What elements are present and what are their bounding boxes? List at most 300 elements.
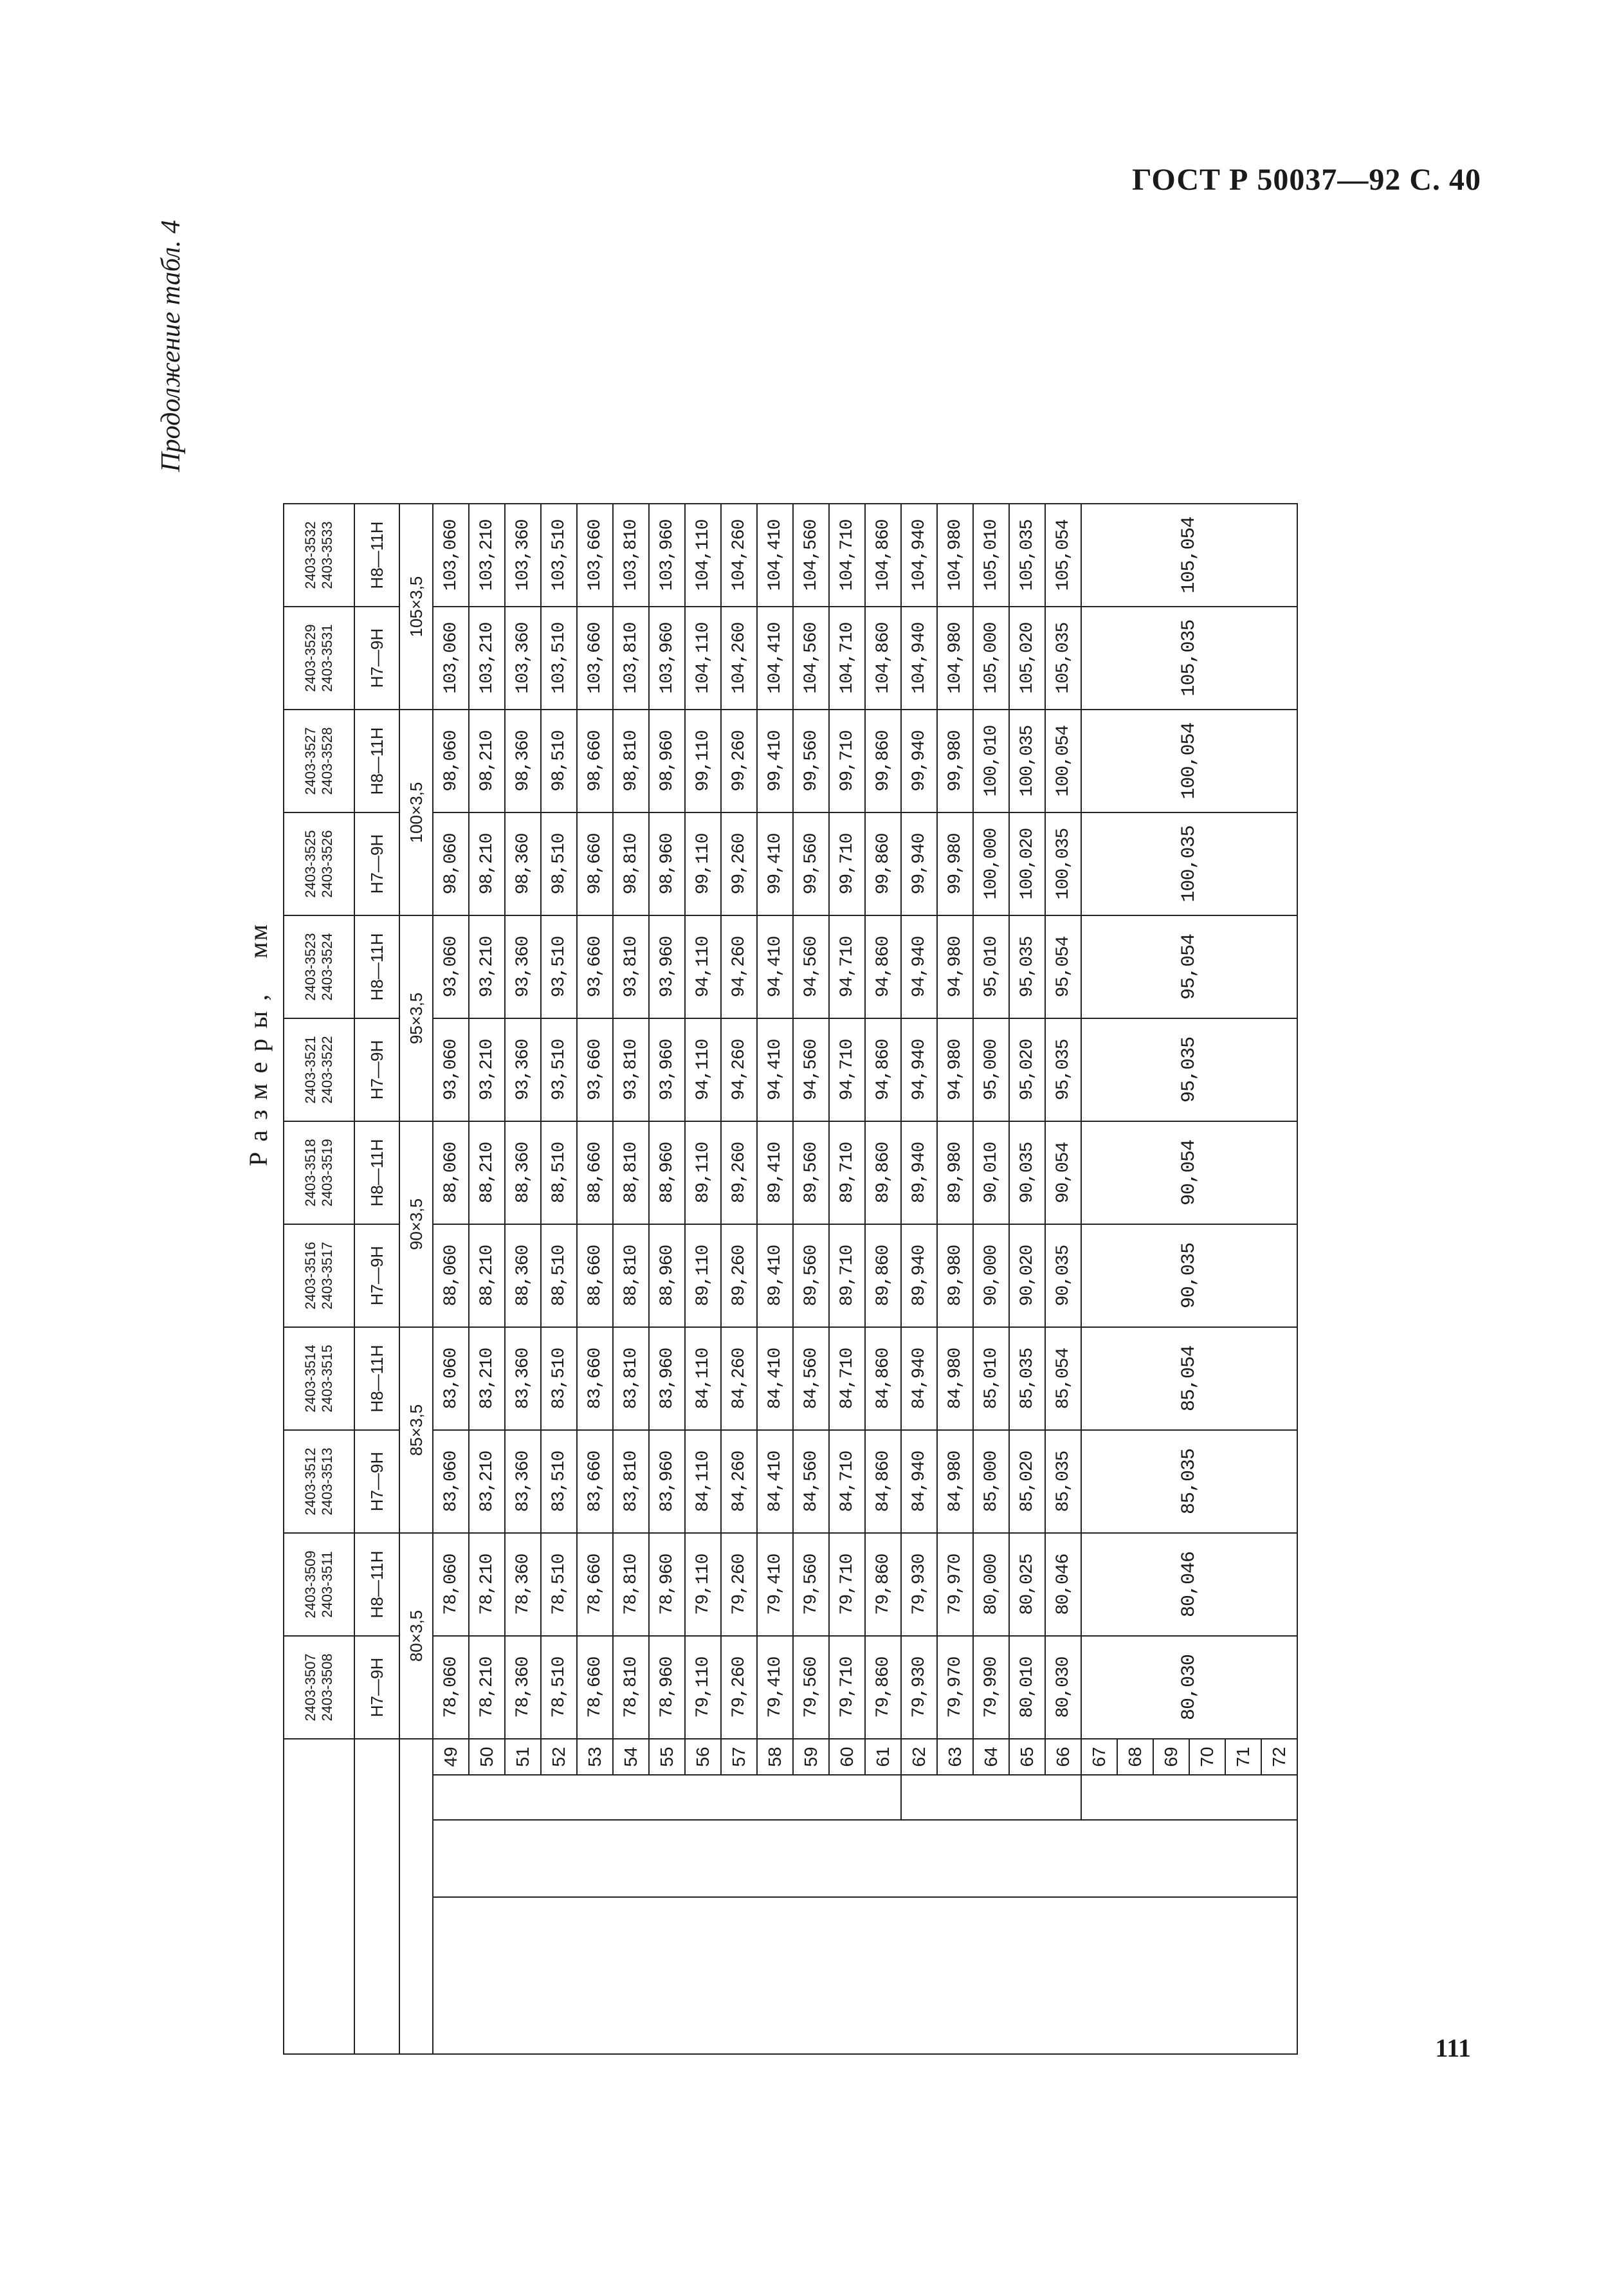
column-code-cell — [284, 1018, 354, 1121]
diameter-value: 88,210 — [469, 1224, 505, 1327]
tooth-number: 72 — [1261, 1739, 1297, 1775]
diameter-value: 99,410 — [757, 710, 793, 812]
dxm-value: 105×3,5 — [399, 504, 433, 710]
diameter-value: 95,054 — [1045, 915, 1081, 1018]
diameter-value: 84,710 — [829, 1327, 865, 1430]
column-code-1: 2403-3514 — [302, 1344, 318, 1413]
calibrating-diameter: 80,046 — [1081, 1533, 1297, 1636]
column-code-2: 2403-3524 — [319, 933, 335, 1001]
diameter-value: 88,210 — [469, 1121, 505, 1224]
column-code-2: 2403-3517 — [319, 1242, 335, 1310]
tooth-number: 49 — [433, 1739, 469, 1775]
column-code-1: 2403-3509 — [302, 1550, 318, 1619]
diameter-value: 83,210 — [469, 1327, 505, 1430]
diameter-value: 83,960 — [649, 1327, 685, 1430]
diameter-value: 83,810 — [613, 1327, 649, 1430]
diameter-value: 85,035 — [1009, 1327, 1045, 1430]
diameter-value: 88,510 — [541, 1224, 577, 1327]
column-code-1: 2403-3523 — [302, 933, 318, 1001]
column-code-1: 2403-3518 — [302, 1139, 318, 1207]
column-code-2: 2403-3508 — [319, 1653, 335, 1721]
page-number: 111 — [1435, 2033, 1471, 2062]
tooth-number: 57 — [721, 1739, 757, 1775]
diameter-value: 83,510 — [541, 1430, 577, 1533]
diameter-value: 78,960 — [649, 1636, 685, 1739]
diameter-value: 98,960 — [649, 710, 685, 812]
diameter-value: 103,510 — [541, 607, 577, 710]
column-code-cell — [284, 1224, 354, 1327]
diameter-value: 93,360 — [505, 1018, 541, 1121]
column-code-cell — [284, 607, 354, 710]
diameter-value: 93,810 — [613, 1018, 649, 1121]
diameter-value: 90,020 — [1009, 1224, 1045, 1327]
dxm-value: 100×3,5 — [399, 710, 433, 915]
tooth-number: 68 — [1117, 1739, 1153, 1775]
diameter-value: 88,660 — [577, 1121, 613, 1224]
diameter-value: 94,110 — [685, 1018, 721, 1121]
diameter-value: 104,980 — [937, 504, 973, 607]
diameter-value: 104,980 — [937, 607, 973, 710]
diameter-value: 79,970 — [937, 1533, 973, 1636]
diameter-value: 99,940 — [901, 812, 937, 915]
diameter-value: 89,860 — [865, 1224, 901, 1327]
diameter-value: 89,980 — [937, 1121, 973, 1224]
tooth-number: 53 — [577, 1739, 613, 1775]
diameter-value: 93,210 — [469, 915, 505, 1018]
column-code-1: 2403-3532 — [302, 521, 318, 589]
diameter-value: 80,000 — [973, 1533, 1009, 1636]
dxm-value: 95×3,5 — [399, 915, 433, 1121]
diameter-value: 79,930 — [901, 1636, 937, 1739]
diameter-value: 105,035 — [1045, 607, 1081, 710]
diameter-value: 104,110 — [685, 504, 721, 607]
diameter-value: 104,860 — [865, 504, 901, 607]
diameter-value: 104,410 — [757, 607, 793, 710]
table-row — [433, 504, 469, 2054]
column-fit: H8—11H — [354, 710, 399, 812]
tooth-number: 61 — [865, 1739, 901, 1775]
diameter-value: 88,810 — [613, 1121, 649, 1224]
column-code-2: 2403-3515 — [319, 1344, 335, 1413]
diameter-value: 98,660 — [577, 710, 613, 812]
diameter-value: 90,054 — [1045, 1121, 1081, 1224]
column-fit: H8—11H — [354, 915, 399, 1018]
teeth-numbers-label — [433, 1897, 1297, 2054]
column-code-cell — [284, 1121, 354, 1224]
diameter-value: 90,000 — [973, 1224, 1009, 1327]
tooth-number: 71 — [1225, 1739, 1261, 1775]
tooth-number: 50 — [469, 1739, 505, 1775]
diameter-value: 84,560 — [793, 1327, 829, 1430]
diameter-value: 103,210 — [469, 504, 505, 607]
diameter-value: 99,560 — [793, 812, 829, 915]
diameter-value: 93,960 — [649, 915, 685, 1018]
header-row-codes — [284, 504, 354, 2054]
calibrating-diameter: 95,035 — [1081, 1018, 1297, 1121]
diameter-value: 104,710 — [829, 607, 865, 710]
table-continuation-caption: Продолжение табл. 4 — [156, 220, 186, 472]
diameter-value: 103,660 — [577, 607, 613, 710]
diameter-value: 100,010 — [973, 710, 1009, 812]
column-code-cell — [284, 710, 354, 812]
diameter-value: 103,810 — [613, 607, 649, 710]
designation-label — [284, 1739, 354, 2054]
diameter-value: 78,660 — [577, 1636, 613, 1739]
column-code-1: 2403-3512 — [302, 1447, 318, 1516]
diameter-value: 94,940 — [901, 915, 937, 1018]
dxm-value: 85×3,5 — [399, 1327, 433, 1533]
diameter-value: 93,210 — [469, 1018, 505, 1121]
diameter-value: 80,046 — [1045, 1533, 1081, 1636]
diameter-value: 84,710 — [829, 1430, 865, 1533]
diameter-value: 85,020 — [1009, 1430, 1045, 1533]
diameter-value: 93,060 — [433, 915, 469, 1018]
diameter-value: 84,110 — [685, 1327, 721, 1430]
diameter-value: 89,980 — [937, 1224, 973, 1327]
diameter-value: 89,410 — [757, 1224, 793, 1327]
diameter-value: 98,210 — [469, 710, 505, 812]
diameter-value: 99,260 — [721, 812, 757, 915]
dxm-value: 90×3,5 — [399, 1121, 433, 1327]
column-code-1: 2403-3516 — [302, 1242, 318, 1310]
diameter-value: 89,410 — [757, 1121, 793, 1224]
diameter-value: 89,940 — [901, 1224, 937, 1327]
diameter-value: 95,035 — [1009, 915, 1045, 1018]
diameter-value: 89,260 — [721, 1224, 757, 1327]
column-fit: H7—9H — [354, 1018, 399, 1121]
column-fit: H7—9H — [354, 1430, 399, 1533]
calibrating-label — [1081, 1775, 1297, 1820]
diameter-value: 105,000 — [973, 607, 1009, 710]
diameter-value: 79,970 — [937, 1636, 973, 1739]
diameter-value: 89,710 — [829, 1121, 865, 1224]
diameter-value: 94,710 — [829, 1018, 865, 1121]
diameter-value: 98,510 — [541, 812, 577, 915]
diameter-value: 94,410 — [757, 1018, 793, 1121]
tolerance-label — [354, 1739, 399, 2054]
diameter-value: 85,054 — [1045, 1327, 1081, 1430]
diameter-value: 89,560 — [793, 1224, 829, 1327]
diameter-value: 103,960 — [649, 607, 685, 710]
diameter-value: 80,025 — [1009, 1533, 1045, 1636]
diameter-value: 94,710 — [829, 915, 865, 1018]
diameter-value: 94,110 — [685, 915, 721, 1018]
finish-label — [901, 1775, 1081, 1820]
diameter-value: 85,010 — [973, 1327, 1009, 1430]
diameter-value: 90,010 — [973, 1121, 1009, 1224]
diameter-value: 93,510 — [541, 915, 577, 1018]
rotated-table-region — [117, 207, 1624, 1767]
diameter-value: 99,940 — [901, 710, 937, 812]
diameter-value: 84,940 — [901, 1430, 937, 1533]
diameter-value: 83,510 — [541, 1327, 577, 1430]
tooth-number: 67 — [1081, 1739, 1117, 1775]
diameter-value: 83,960 — [649, 1430, 685, 1533]
diameter-value: 99,410 — [757, 812, 793, 915]
diameter-value: 99,110 — [685, 812, 721, 915]
column-code-1: 2403-3529 — [302, 624, 318, 692]
calibrating-diameter: 90,054 — [1081, 1121, 1297, 1224]
diameter-value: 90,035 — [1045, 1224, 1081, 1327]
column-code-2: 2403-3511 — [319, 1551, 335, 1618]
diameter-value: 89,110 — [685, 1224, 721, 1327]
tooth-number: 62 — [901, 1739, 937, 1775]
diameter-value: 95,000 — [973, 1018, 1009, 1121]
tooth-number: 60 — [829, 1739, 865, 1775]
diameter-value: 104,710 — [829, 504, 865, 607]
diameter-value: 89,940 — [901, 1121, 937, 1224]
diameter-value: 103,810 — [613, 504, 649, 607]
diameter-value: 95,035 — [1045, 1018, 1081, 1121]
diameter-value: 83,810 — [613, 1430, 649, 1533]
diameter-value: 79,990 — [973, 1636, 1009, 1739]
diameter-value: 80,010 — [1009, 1636, 1045, 1739]
diameter-value: 85,000 — [973, 1430, 1009, 1533]
tooth-number: 52 — [541, 1739, 577, 1775]
diameter-value: 94,860 — [865, 1018, 901, 1121]
tooth-number: 58 — [757, 1739, 793, 1775]
diameter-value: 84,860 — [865, 1430, 901, 1533]
diameter-value: 98,360 — [505, 812, 541, 915]
diameter-value: 104,560 — [793, 607, 829, 710]
diameter-value: 93,960 — [649, 1018, 685, 1121]
tooth-number: 51 — [505, 1739, 541, 1775]
diameter-value: 98,960 — [649, 812, 685, 915]
sizes-unit: мм — [244, 923, 273, 959]
diameter-value: 93,660 — [577, 1018, 613, 1121]
diameter-value: 100,035 — [1045, 812, 1081, 915]
diameter-value: 79,410 — [757, 1533, 793, 1636]
calibrating-diameter: 105,054 — [1081, 504, 1297, 607]
diameter-value: 100,020 — [1009, 812, 1045, 915]
diameter-value: 88,360 — [505, 1121, 541, 1224]
column-code-1: 2403-3527 — [302, 727, 318, 795]
diameter-value: 85,035 — [1045, 1430, 1081, 1533]
diameter-value: 79,710 — [829, 1533, 865, 1636]
diameter-value: 100,035 — [1009, 710, 1045, 812]
tooth-number: 66 — [1045, 1739, 1081, 1775]
calibrating-diameter: 80,030 — [1081, 1636, 1297, 1739]
column-fit: H8—11H — [354, 504, 399, 607]
landscape-page — [117, 207, 1503, 2055]
diameter-value: 95,020 — [1009, 1018, 1045, 1121]
diameter-value: 104,260 — [721, 504, 757, 607]
diameter-value: 84,560 — [793, 1430, 829, 1533]
diameter-value: 93,060 — [433, 1018, 469, 1121]
diameter-value: 100,000 — [973, 812, 1009, 915]
diameter-value: 104,260 — [721, 607, 757, 710]
diameter-value: 104,860 — [865, 607, 901, 710]
diameter-value: 78,210 — [469, 1636, 505, 1739]
column-code-cell — [284, 1430, 354, 1533]
diameter-value: 103,060 — [433, 607, 469, 710]
diameter-value: 105,010 — [973, 504, 1009, 607]
rough-label — [433, 1775, 901, 1820]
column-code-cell — [284, 504, 354, 607]
tooth-number: 70 — [1189, 1739, 1225, 1775]
diameter-value: 105,035 — [1009, 504, 1045, 607]
diameter-value: 79,930 — [901, 1533, 937, 1636]
sizes-label: Размеры, — [244, 984, 273, 1166]
document-header: ГОСТ Р 50037—92 С. 40 — [1132, 163, 1481, 197]
diameter-value: 99,710 — [829, 710, 865, 812]
column-code-2: 2403-3531 — [319, 624, 335, 692]
tooth-number: 56 — [685, 1739, 721, 1775]
diameter-value: 78,810 — [613, 1636, 649, 1739]
diameter-value: 83,360 — [505, 1430, 541, 1533]
column-code-1: 2403-3525 — [302, 830, 318, 898]
diameter-value: 78,510 — [541, 1636, 577, 1739]
header-row-dxm — [399, 504, 433, 2054]
diameter-value: 83,660 — [577, 1327, 613, 1430]
diameter-value: 84,410 — [757, 1430, 793, 1533]
diameter-value: 84,940 — [901, 1327, 937, 1430]
diameter-value: 99,980 — [937, 710, 973, 812]
diameter-value: 89,860 — [865, 1121, 901, 1224]
diameter-value: 78,060 — [433, 1533, 469, 1636]
diameter-value: 99,860 — [865, 710, 901, 812]
tooth-number: 64 — [973, 1739, 1009, 1775]
diameter-value: 105,054 — [1045, 504, 1081, 607]
sizes-heading — [243, 530, 273, 1559]
diameter-value: 79,560 — [793, 1533, 829, 1636]
diameter-value: 89,560 — [793, 1121, 829, 1224]
diameter-value: 99,980 — [937, 812, 973, 915]
column-code-2: 2403-3519 — [319, 1139, 335, 1207]
tooth-number: 69 — [1153, 1739, 1189, 1775]
column-code-2: 2403-3533 — [319, 521, 335, 589]
diameter-value: 98,810 — [613, 710, 649, 812]
diameter-value: 94,410 — [757, 915, 793, 1018]
diameter-value: 104,940 — [901, 607, 937, 710]
diameter-value: 78,360 — [505, 1636, 541, 1739]
splines-label — [433, 1820, 1297, 1897]
diameter-value: 78,810 — [613, 1533, 649, 1636]
column-fit: H7—9H — [354, 1636, 399, 1739]
diameter-value: 89,110 — [685, 1121, 721, 1224]
diameter-value: 99,860 — [865, 812, 901, 915]
column-code-1: 2403-3521 — [302, 1036, 318, 1104]
diameter-value: 104,110 — [685, 607, 721, 710]
calibrating-diameter: 95,054 — [1081, 915, 1297, 1018]
diameter-value: 78,360 — [505, 1533, 541, 1636]
column-code-2: 2403-3522 — [319, 1036, 335, 1104]
column-code-cell — [284, 1327, 354, 1430]
calibrating-diameter: 90,035 — [1081, 1224, 1297, 1327]
column-fit: H7—9H — [354, 607, 399, 710]
diameter-value: 94,980 — [937, 915, 973, 1018]
diameter-value: 88,810 — [613, 1224, 649, 1327]
diameter-value: 83,060 — [433, 1430, 469, 1533]
column-code-cell — [284, 1533, 354, 1636]
diameter-value: 79,260 — [721, 1636, 757, 1739]
diameter-value: 79,560 — [793, 1636, 829, 1739]
diameter-value: 94,260 — [721, 1018, 757, 1121]
dxm-label — [399, 1739, 433, 2054]
column-fit: H8—11H — [354, 1327, 399, 1430]
column-code-1: 2403-3507 — [302, 1653, 318, 1721]
dxm-value: 80×3,5 — [399, 1533, 433, 1739]
diameter-value: 79,260 — [721, 1533, 757, 1636]
diameter-value: 98,060 — [433, 812, 469, 915]
diameter-value: 103,960 — [649, 504, 685, 607]
diameter-value: 93,810 — [613, 915, 649, 1018]
calibrating-diameter: 100,035 — [1081, 812, 1297, 915]
diameter-value: 103,210 — [469, 607, 505, 710]
diameter-value: 88,960 — [649, 1224, 685, 1327]
diameter-value: 84,410 — [757, 1327, 793, 1430]
diameter-value: 98,510 — [541, 710, 577, 812]
diameter-value: 88,660 — [577, 1224, 613, 1327]
diameter-value: 94,560 — [793, 915, 829, 1018]
column-fit: H8—11H — [354, 1533, 399, 1636]
diameter-value: 93,360 — [505, 915, 541, 1018]
diameter-value: 88,060 — [433, 1121, 469, 1224]
calibrating-diameter: 105,035 — [1081, 607, 1297, 710]
diameter-value: 78,060 — [433, 1636, 469, 1739]
diameter-value: 79,710 — [829, 1636, 865, 1739]
diameter-value: 98,660 — [577, 812, 613, 915]
diameter-value: 99,260 — [721, 710, 757, 812]
column-code-cell — [284, 1636, 354, 1739]
broach-dimensions-table — [283, 503, 1298, 2055]
diameter-value: 93,660 — [577, 915, 613, 1018]
diameter-value: 78,960 — [649, 1533, 685, 1636]
diameter-value: 103,360 — [505, 607, 541, 710]
header-row-fits — [354, 504, 399, 2054]
calibrating-diameter: 100,054 — [1081, 710, 1297, 812]
diameter-value: 105,020 — [1009, 607, 1045, 710]
diameter-value: 103,060 — [433, 504, 469, 607]
diameter-value: 79,860 — [865, 1636, 901, 1739]
diameter-value: 83,210 — [469, 1430, 505, 1533]
diameter-value: 95,010 — [973, 915, 1009, 1018]
calibrating-diameter: 85,054 — [1081, 1327, 1297, 1430]
diameter-value: 78,660 — [577, 1533, 613, 1636]
diameter-value: 94,560 — [793, 1018, 829, 1121]
diameter-value: 94,980 — [937, 1018, 973, 1121]
diameter-value: 90,035 — [1009, 1121, 1045, 1224]
diameter-value: 94,940 — [901, 1018, 937, 1121]
tooth-number: 65 — [1009, 1739, 1045, 1775]
diameter-value: 78,210 — [469, 1533, 505, 1636]
diameter-value: 104,560 — [793, 504, 829, 607]
column-code-2: 2403-3526 — [319, 830, 335, 898]
diameter-value: 99,560 — [793, 710, 829, 812]
tooth-number: 55 — [649, 1739, 685, 1775]
diameter-value: 79,110 — [685, 1636, 721, 1739]
diameter-value: 98,810 — [613, 812, 649, 915]
diameter-value: 84,860 — [865, 1327, 901, 1430]
column-fit: H7—9H — [354, 812, 399, 915]
diameter-value: 99,110 — [685, 710, 721, 812]
diameter-value: 83,060 — [433, 1327, 469, 1430]
column-fit: H8—11H — [354, 1121, 399, 1224]
diameter-value: 103,660 — [577, 504, 613, 607]
diameter-value: 88,510 — [541, 1121, 577, 1224]
diameter-value: 94,260 — [721, 915, 757, 1018]
diameter-value: 84,260 — [721, 1327, 757, 1430]
diameter-value: 104,410 — [757, 504, 793, 607]
diameter-value: 79,860 — [865, 1533, 901, 1636]
column-code-cell — [284, 812, 354, 915]
diameter-value: 94,860 — [865, 915, 901, 1018]
diameter-value: 83,660 — [577, 1430, 613, 1533]
diameter-value: 98,210 — [469, 812, 505, 915]
diameter-value: 93,510 — [541, 1018, 577, 1121]
diameter-value: 80,030 — [1045, 1636, 1081, 1739]
diameter-value: 84,980 — [937, 1327, 973, 1430]
